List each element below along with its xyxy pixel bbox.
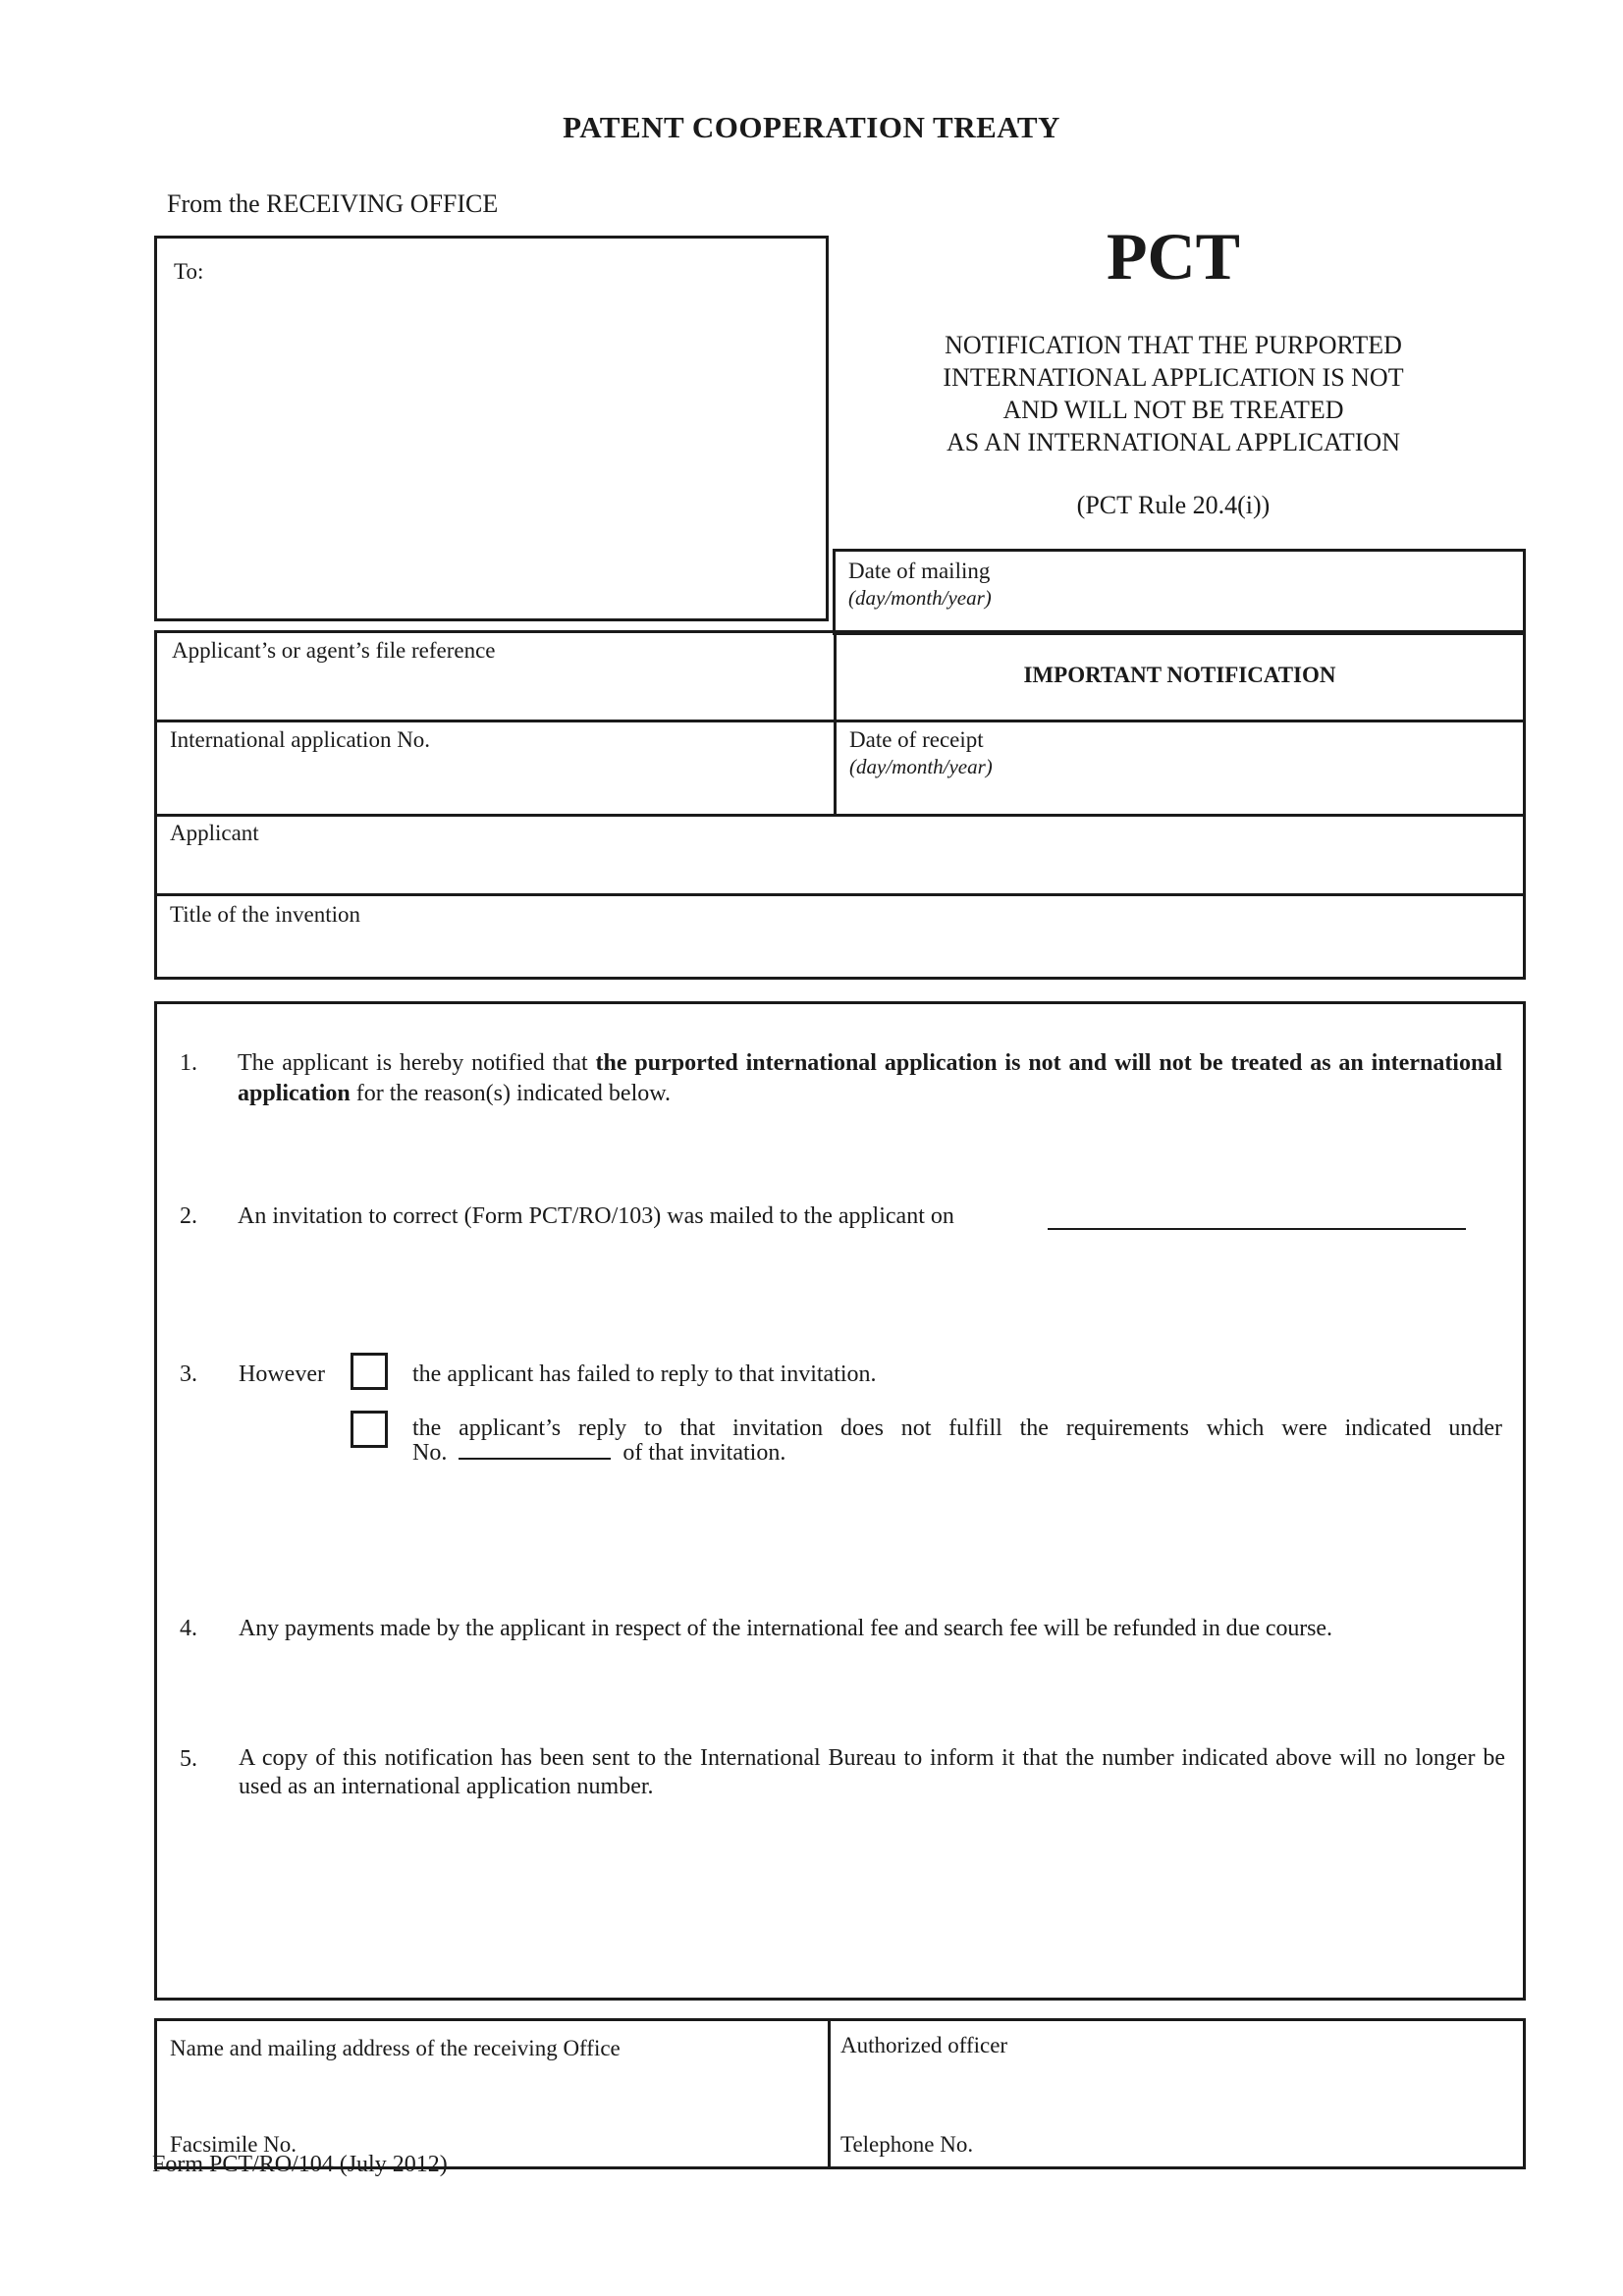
item-4-number: 4. [180, 1616, 197, 1641]
item-3-option-2-post: of that invitation. [622, 1440, 786, 1466]
item-1-text-pre: The applicant is hereby notified that [238, 1050, 596, 1076]
file-reference-cell[interactable] [157, 633, 834, 720]
international-application-number-cell[interactable] [157, 722, 834, 814]
applicant-cell[interactable] [157, 817, 1523, 893]
title-of-invention-label: Title of the invention [170, 902, 361, 927]
item-1-text [238, 1048, 1502, 1109]
to-label: To: [174, 259, 204, 284]
telephone-label: Telephone No. [840, 2132, 974, 2157]
item-5-text: A copy of this notification has been sent to the International Bureau to inform it that the number indicated above will no longer be used as an international application number. [239, 1745, 1505, 1799]
form-title: PATENT COOPERATION TREATY [563, 110, 1060, 144]
item-2-number: 2. [180, 1203, 197, 1229]
failed-to-reply-checkbox[interactable] [351, 1353, 388, 1390]
notification-heading [825, 329, 1522, 458]
item-3-however: However [239, 1362, 325, 1387]
important-notification-cell [837, 633, 1523, 720]
international-application-number-label: International application No. [170, 727, 431, 752]
authorized-officer-label: Authorized officer [840, 2033, 1008, 2057]
to-address-box[interactable] [154, 236, 829, 621]
date-of-mailing-box[interactable] [833, 549, 1526, 635]
item-1-text-bold: the purported international application is not and will not be treated as an international application [238, 1050, 1502, 1106]
invitation-item-number-field[interactable] [459, 1440, 611, 1460]
title-of-invention-cell[interactable] [157, 896, 1523, 977]
pct-heading: PCT [1107, 219, 1240, 294]
authorized-officer-cell[interactable] [831, 2021, 1523, 2166]
item-3-option-1-text: the applicant has failed to reply to that invitation. [412, 1362, 877, 1387]
application-details-grid [154, 630, 1526, 980]
important-notification-label: IMPORTANT NOTIFICATION [1023, 663, 1336, 687]
from-receiving-office: From the RECEIVING OFFICE [167, 189, 499, 218]
invitation-mailed-date-field[interactable] [1048, 1228, 1466, 1230]
form-identifier: Form PCT/RO/104 (July 2012) [152, 2152, 448, 2177]
item-5-number: 5. [180, 1746, 197, 1772]
date-of-receipt-cell[interactable] [837, 722, 1523, 814]
item-4-text: Any payments made by the applicant in respect of the international fee and search fee will be refunded in due course. [239, 1616, 1332, 1641]
item-3-option-2-no: No. [412, 1440, 448, 1466]
reply-not-fulfilling-checkbox[interactable] [351, 1411, 388, 1448]
notification-line-1: NOTIFICATION THAT THE PURPORTED [945, 331, 1402, 359]
receiving-office-details-box [154, 2018, 1526, 2169]
notification-body-box [154, 1001, 1526, 2001]
office-address-label: Name and mailing address of the receiving Office [170, 2036, 621, 2060]
item-1-number: 1. [180, 1050, 197, 1076]
facsimile-label: Facsimile No. [170, 2132, 298, 2157]
date-of-receipt-format: (day/month/year) [849, 755, 993, 778]
notification-line-4: AS AN INTERNATIONAL APPLICATION [947, 428, 1400, 456]
file-reference-label: Applicant’s or agent’s file reference [172, 638, 496, 663]
item-2-text: An invitation to correct (Form PCT/RO/103) was mailed to the applicant on [238, 1203, 954, 1229]
notification-line-3: AND WILL NOT BE TREATED [1002, 396, 1344, 424]
notification-line-2: INTERNATIONAL APPLICATION IS NOT [943, 363, 1404, 392]
item-1-text-post: for the reason(s) indicated below. [350, 1081, 672, 1106]
pct-rule-reference: (PCT Rule 20.4(i)) [1076, 491, 1271, 519]
item-3-option-2-line-2 [412, 1440, 1502, 1465]
date-of-mailing-label: Date of mailing [848, 559, 991, 583]
applicant-label: Applicant [170, 821, 259, 845]
item-3-option-2-line-1: the applicant’s reply to that invitation does not fulfill the requirements which were indicated under [412, 1415, 1502, 1441]
item-3-number: 3. [180, 1362, 197, 1387]
office-address-cell[interactable] [157, 2021, 828, 2166]
item-3-option-2-text [412, 1416, 1502, 1465]
date-of-receipt-label: Date of receipt [849, 727, 984, 752]
date-of-mailing-format: (day/month/year) [848, 586, 992, 610]
